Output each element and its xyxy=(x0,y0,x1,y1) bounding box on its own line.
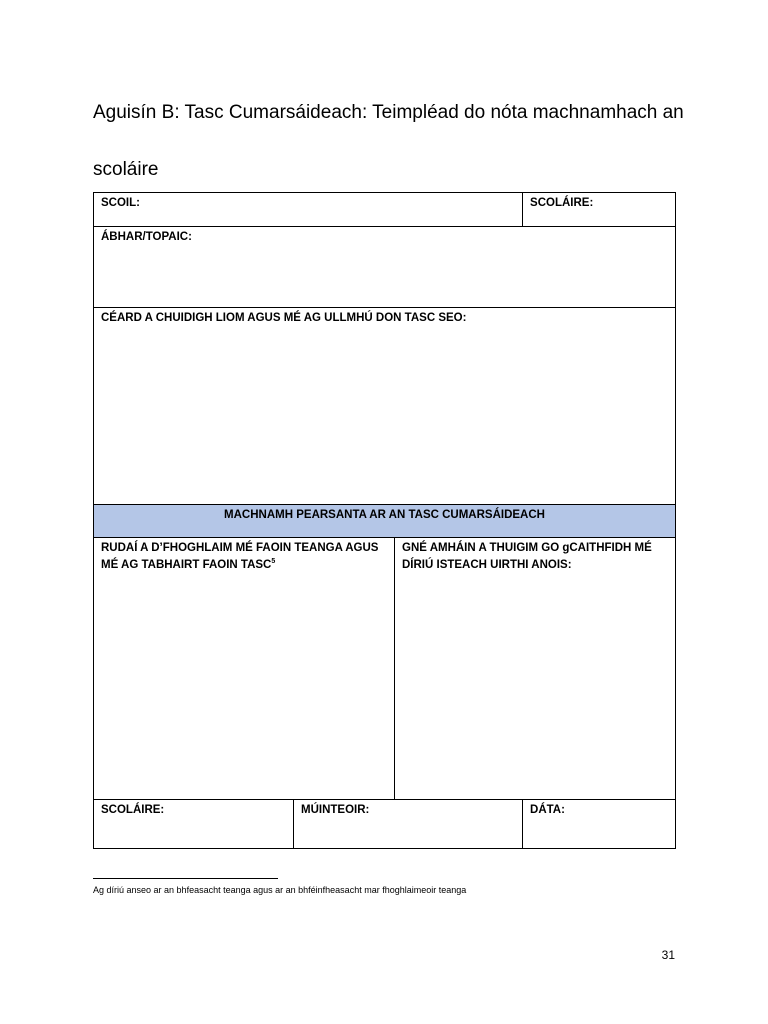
page-number: 31 xyxy=(661,948,675,962)
table-row xyxy=(94,538,676,800)
reflection-form-table xyxy=(93,192,676,849)
table-row xyxy=(94,227,676,308)
footnote-ref: 5 xyxy=(271,558,276,566)
footnote-text: Ag díriú anseo ar an bhfeasacht teanga agus ar an bhféinfheasacht mar fhoghlaimeoir teanga xyxy=(93,885,467,895)
table-row xyxy=(94,505,676,538)
footnote-divider xyxy=(93,878,278,879)
student-label: SCOLÁIRE: xyxy=(530,197,594,209)
school-label: SCOIL: xyxy=(101,197,140,209)
helped-label: CÉARD A CHUIDIGH LIOM AGUS MÉ AG ULLMHÚ DON TASC SEO: xyxy=(101,312,467,324)
helped-field[interactable] xyxy=(94,308,676,505)
table-row xyxy=(94,800,676,849)
student-field[interactable] xyxy=(523,193,676,227)
learned-label: RUDAÍ A D’FHOGHLAIM MÉ FAOIN TEANGA AGUS MÉ AG TABHAIRT FAOIN TASC xyxy=(101,542,379,571)
learned-field[interactable] xyxy=(94,538,395,800)
page-title: Aguisín B: Tasc Cumarsáideach: Teimpléad do nóta machnamhach an scoláire xyxy=(93,102,684,180)
section-header-label: MACHNAMH PEARSANTA AR AN TASC CUMARSÁIDEACH xyxy=(224,509,545,521)
school-field[interactable] xyxy=(94,193,523,227)
focus-label: GNÉ AMHÁIN A THUIGIM GO gCAITHFIDH MÉ DÍRIÚ ISTEACH UIRTHI ANOIS: xyxy=(402,542,652,571)
sign-date-field[interactable] xyxy=(523,800,676,849)
table-row xyxy=(94,308,676,505)
table-row xyxy=(94,193,676,227)
sign-teacher-field[interactable] xyxy=(294,800,523,849)
subject-field[interactable] xyxy=(94,227,676,308)
section-header xyxy=(94,505,676,538)
sign-student-field[interactable] xyxy=(94,800,294,849)
focus-field[interactable] xyxy=(395,538,676,800)
subject-label: ÁBHAR/TOPAIC: xyxy=(101,231,192,243)
sign-student-label: SCOLÁIRE: xyxy=(101,804,165,816)
sign-date-label: DÁTA: xyxy=(530,804,565,816)
sign-teacher-label: MÚINTEOIR: xyxy=(301,804,370,816)
